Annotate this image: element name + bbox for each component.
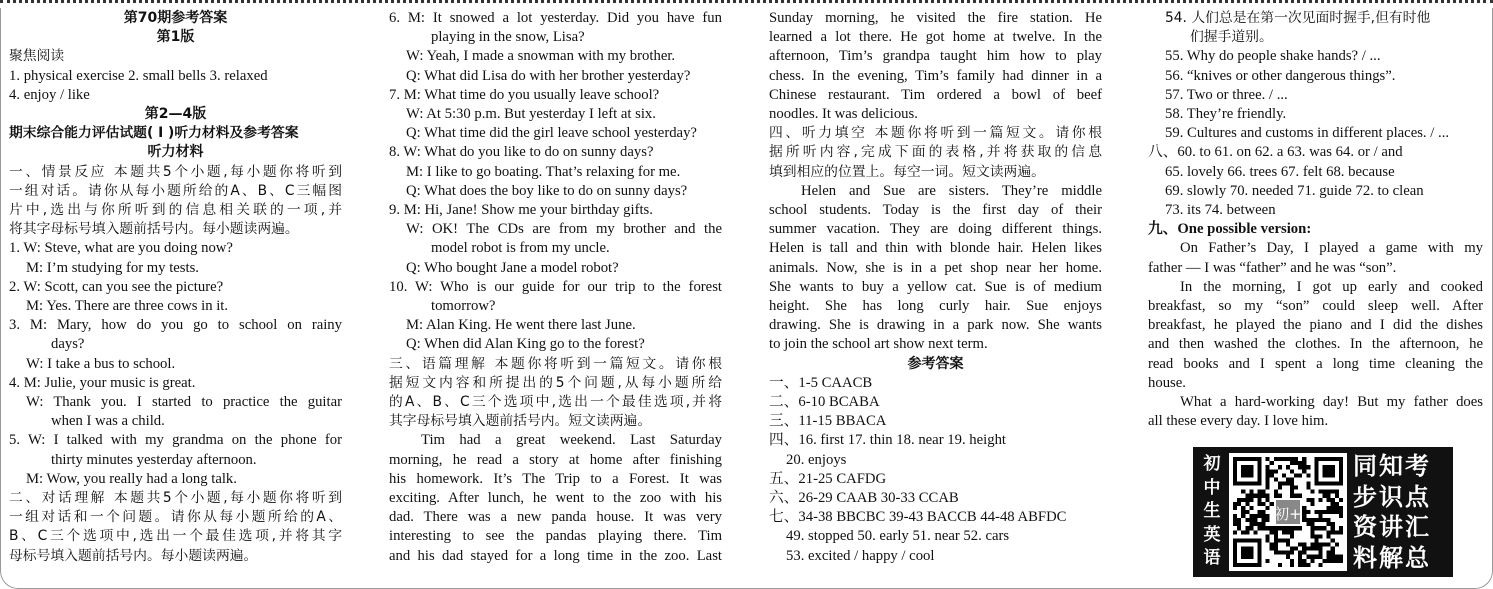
column-2 (389, 9, 722, 566)
col2-line: M: Alan King. He went there last June. (406, 317, 636, 334)
qr-logo: 初+ (1274, 505, 1302, 523)
col3-line: learned a lot there. He got home at twelve. In the (769, 29, 1102, 46)
col2-line: morning, he read a story at home after finishing (389, 451, 722, 468)
qr-vertical-char: 英 (1203, 524, 1221, 545)
col3-line: 20. enjoys (786, 451, 847, 468)
col2-line: W: At 5:30 p.m. But yesterday I left at six. (406, 106, 656, 123)
column-3 (769, 9, 1102, 566)
col3-line: chess. In the evening, Tim’s family had dinner in a (769, 67, 1102, 84)
col3-line: 据所听内容,完成下面的表格,并将获取的信息 (769, 144, 1102, 161)
qr-slogan-row: 同知考 (1353, 452, 1431, 480)
qr-slogan-row: 步识点 (1353, 482, 1431, 511)
col4-line: On Father’s Day, I played a game with my (1180, 240, 1483, 257)
column-4 (1148, 9, 1483, 431)
col4-line: What a hard-working day! But my father does (1180, 394, 1483, 411)
col1-line: 第2—4版 (144, 106, 207, 123)
qr-slogan-row: 资讲汇 (1353, 513, 1431, 541)
qr-vertical-char: 生 (1203, 501, 1221, 521)
col1-line: 将其字母标号填入题前括号内。每小题读两遍。 (9, 221, 299, 238)
qr-vertical-title (1201, 453, 1223, 571)
col2-line: 8. W: What do you like to do on sunny days? (389, 144, 654, 161)
col3-line: She wants to buy a yellow cat. Sue is of medium (769, 278, 1102, 295)
col2-line: dad. There was a new panda house. It was very (389, 509, 722, 526)
col3-line: 六、26-29 CAAB 30-33 CCAB (769, 490, 959, 507)
col3-line: school students. Today is the first day of their (769, 202, 1102, 219)
col4-line: 八、60. to 61. on 62. a 63. was 64. or / and (1148, 144, 1403, 161)
col1-line: M: Yes. There are three cows in it. (26, 298, 229, 315)
col3-line: 参考答案 (907, 355, 964, 372)
col1-line: 1. physical exercise 2. small bells 3. relaxed (9, 67, 268, 84)
col2-line: playing in the snow, Lisa? (431, 29, 585, 46)
col3-line: 49. stopped 50. early 51. near 52. cars (786, 528, 1010, 545)
col2-line: Tim had a great weekend. Last Saturday (421, 432, 722, 449)
col1-line: 第70期参考答案 (123, 10, 228, 26)
col2-line: 其字母标号填入题前括号内。短文读两遍。 (389, 413, 652, 430)
col1-line: W: I take a bus to school. (26, 355, 176, 372)
col1-line: 听力材料 (147, 144, 204, 161)
col1-line: 2. W: Scott, can you see the picture? (9, 278, 224, 295)
col2-line: Q: What did Lisa do with her brother yesterday? (406, 67, 691, 84)
col3-line: 四、听力填空 本题你将听到一篇短文。请你根 (769, 125, 1102, 142)
col1-line: M: I’m studying for my tests. (26, 259, 199, 276)
col2-line: model robot is from my uncle. (431, 240, 610, 257)
col3-line: Helen and Sue are sisters. They’re middle (801, 182, 1102, 199)
col1-line: days? (51, 336, 85, 353)
col1-line: 第1版 (156, 29, 195, 46)
col3-line: summer vacation. They are doing different things. (769, 221, 1102, 238)
col2-line: exciting. After lunch, he went to the zoo with his (389, 490, 722, 507)
col3-line: Helen is tall and thin with blonde hair. Helen likes (769, 240, 1102, 257)
col3-line: noodles. It was delicious. (769, 106, 918, 123)
col2-line: interesting to see the pandas playing there. Tim (389, 528, 722, 545)
col1-line: 4. M: Julie, your music is great. (9, 374, 196, 391)
col4-line: 54. 人们总是在第一次见面时握手,但有时他 (1165, 10, 1431, 26)
col1-line: 一、情景反应 本题共5个小题,每小题你将听到 (9, 163, 342, 180)
col1-line: 1. W: Steve, what are you doing now? (9, 240, 233, 257)
col2-line: M: I like to go boating. That’s relaxing for me. (406, 163, 681, 180)
col2-line: tomorrow? (431, 298, 496, 315)
col4-line: 69. slowly 70. needed 71. guide 72. to clean (1165, 182, 1424, 199)
column-1 (9, 9, 342, 566)
col3-line: 填到相应的位置上。每空一词。短文读两遍。 (769, 163, 1045, 180)
col3-line: to join the school art show next term. (769, 336, 988, 353)
col2-line: W: OK! The CDs are from my brother and the (406, 221, 722, 238)
qr-slogan-row: 料解总 (1353, 543, 1431, 572)
col3-line: 53. excited / happy / cool (786, 547, 935, 564)
col1-line: 一组对话。请你从每小题所给的A、B、C三幅图 (9, 182, 342, 199)
qr-promo-panel (1193, 447, 1453, 577)
col1-line: 聚焦阅读 (9, 48, 65, 65)
col1-line: 一组对话和一个问题。请你从每小题所给的A、 (9, 509, 342, 526)
col3-line: 四、16. first 17. thin 18. near 19. height (769, 432, 1007, 449)
col1-line: W: Thank you. I started to practice the guitar (26, 394, 342, 411)
col4-line: read books and I spent a long time cleaning the (1148, 355, 1483, 372)
col3-line: 二、6-10 BCABA (769, 394, 880, 411)
col2-line: 三、语篇理解 本题你将听到一篇短文。请你根 (389, 355, 722, 372)
col2-line: 10. W: Who is our guide for our trip to the forest (389, 278, 722, 295)
col4-line: father — I was “father” and he was “son”. (1148, 259, 1397, 276)
col4-line: and then washed the clothes. In the afternoon, he (1148, 336, 1483, 353)
col4-line: 65. lovely 66. trees 67. felt 68. because (1165, 163, 1395, 180)
col2-line: 据短文内容和所提出的5个问题,从每小题所给 (389, 374, 722, 391)
col2-line: 7. M: What time do you usually leave school? (389, 86, 660, 103)
col1-line: 片中,选出与你所听到的信息相关联的一项,并 (9, 202, 342, 219)
col4-line: 59. Cultures and customs in different places. / ... (1165, 125, 1450, 142)
col2-line: his homework. It’s The Trip to a Forest. It was (389, 470, 722, 487)
col4-line: 57. Two or three. / ... (1165, 86, 1288, 103)
col3-line: height. She has long curly hair. Sue enjoys (769, 298, 1102, 315)
col1-line: B、C三个选项中,选出一个最佳选项,并将其字 (9, 528, 342, 545)
col4-line: house. (1148, 374, 1186, 391)
col2-line: Q: What time did the girl leave school yesterday? (406, 125, 697, 142)
col3-line: drawing. She is drawing in a park now. She wants (769, 317, 1102, 334)
col1-line: thirty minutes yesterday afternoon. (51, 451, 257, 468)
col1-line: 5. W: I talked with my grandma on the phone for (9, 432, 342, 449)
col3-line: Chinese restaurant. Tim ordered a bowl of beef (769, 86, 1102, 103)
qr-code-icon[interactable] (1229, 453, 1347, 571)
col1-line: 4. enjoy / like (9, 86, 90, 103)
col3-line: afternoon, Tim’s grandpa taught him how to play (769, 48, 1102, 65)
col3-line: animals. Now, she is in a pet shop near her home. (769, 259, 1102, 276)
col1-line: 期末综合能力评估试题( Ⅰ )听力材料及参考答案 (9, 125, 299, 142)
col2-line: Q: When did Alan King go to the forest? (406, 336, 645, 353)
col4-line: breakfast, he played the piano and I did the dishes (1148, 317, 1483, 334)
col2-line: and his dad stayed for a long time in the zoo. Last (389, 547, 722, 564)
col3-line: 五、21-25 CAFDG (769, 470, 887, 487)
col3-line: 三、11-15 BBACA (769, 413, 887, 430)
col1-line: when I was a child. (51, 413, 165, 430)
col2-line: 9. M: Hi, Jane! Show me your birthday gifts. (389, 202, 653, 219)
col1-line: 母标号填入题前括号内。每小题读两遍。 (9, 547, 258, 564)
col4-line: In the morning, I got up early and cooked (1180, 278, 1483, 295)
col2-line: Q: What does the boy like to do on sunny days? (406, 182, 688, 199)
col4-line: breakfast, so my “son” could sleep well. After (1148, 298, 1483, 315)
col3-line: 一、1-5 CAACB (769, 374, 873, 391)
col2-line: 的A、B、C三个选项中,选出一个最佳选项,并将 (389, 394, 722, 411)
col3-line: 七、34-38 BBCBC 39-43 BACCB 44-48 ABFDC (769, 509, 1067, 526)
col4-line: 56. “knives or other dangerous things”. (1165, 67, 1396, 84)
qr-vertical-char: 初 (1203, 454, 1221, 474)
col1-line: 3. M: Mary, how do you go to school on rainy (9, 317, 342, 334)
col4-line: 们握手道别。 (1190, 29, 1273, 46)
col1-line: M: Wow, you really had a long talk. (26, 470, 237, 487)
col4-line: 73. its 74. between (1165, 202, 1276, 219)
col4-line: all these every day. I love him. (1148, 413, 1329, 430)
qr-vertical-char: 中 (1203, 477, 1221, 498)
col2-line: Q: Who bought Jane a model robot? (406, 259, 619, 276)
col4-line: 55. Why do people shake hands? / ... (1165, 48, 1381, 65)
qr-vertical-char: 语 (1203, 548, 1221, 568)
col1-line: 二、对话理解 本题共5个小题,每小题你将听到 (9, 490, 342, 507)
col4-line: 九、One possible version: (1148, 221, 1312, 238)
col2-line: W: Yeah, I made a snowman with my brother. (406, 48, 676, 65)
qr-slogan-grid (1353, 451, 1449, 573)
col2-line: 6. M: It snowed a lot yesterday. Did you have fun (389, 10, 722, 26)
col4-line: 58. They’re friendly. (1165, 106, 1287, 123)
col3-line: Sunday morning, he visited the fire station. He (769, 10, 1102, 26)
